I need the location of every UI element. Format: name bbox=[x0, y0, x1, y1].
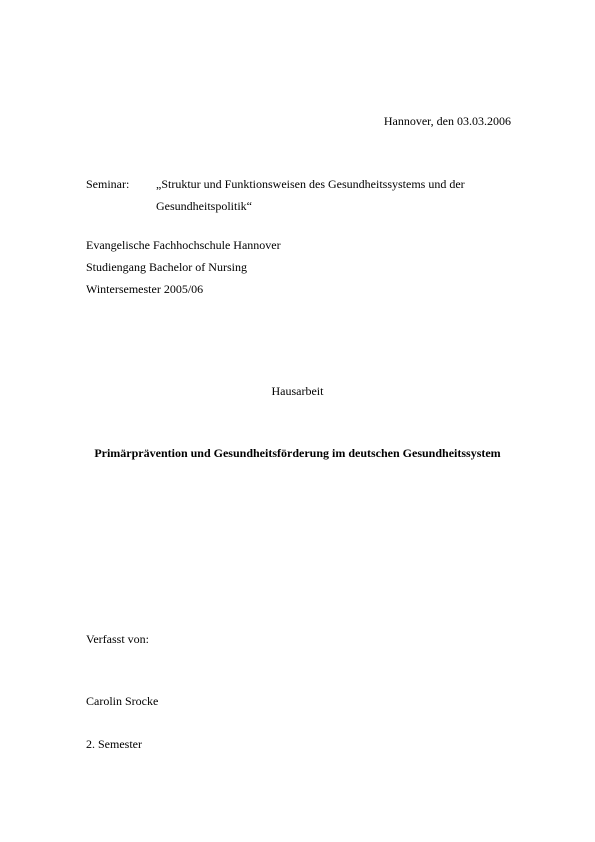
seminar-title-line2: Gesundheitspolitik“ bbox=[156, 199, 252, 213]
institution-name: Evangelische Fachhochschule Hannover bbox=[86, 238, 281, 252]
document-type: Hausarbeit bbox=[271, 384, 324, 398]
semester-term: Wintersemester 2005/06 bbox=[86, 282, 204, 296]
document-title: Primärprävention und Gesundheitsförderung im deutschen Gesundheitssystem bbox=[94, 446, 501, 460]
author-semester: 2. Semester bbox=[86, 737, 142, 751]
study-program: Studiengang Bachelor of Nursing bbox=[86, 260, 247, 274]
seminar-title-line1: „Struktur und Funktionsweisen des Gesundheitssystems und der bbox=[156, 177, 465, 191]
author-name: Carolin Srocke bbox=[86, 694, 159, 708]
seminar-label: Seminar: bbox=[86, 177, 130, 191]
author-label: Verfasst von: bbox=[86, 632, 149, 646]
date-line: Hannover, den 03.03.2006 bbox=[383, 114, 511, 128]
